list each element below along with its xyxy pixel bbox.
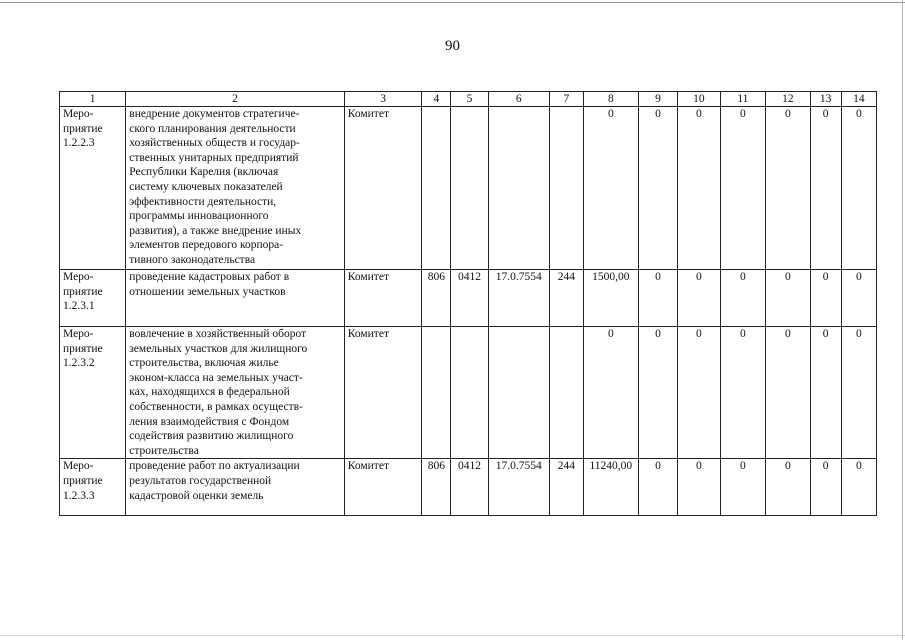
cell-col-14: 0 <box>841 327 876 459</box>
column-header: 8 <box>583 92 638 107</box>
cell-col-7: 244 <box>549 459 583 516</box>
cell-col-4: 806 <box>422 270 451 327</box>
column-header: 7 <box>549 92 583 107</box>
cell-col-6 <box>488 107 549 270</box>
column-header: 11 <box>720 92 766 107</box>
cell-col-11: 0 <box>720 327 766 459</box>
cell-col-9: 0 <box>638 107 677 270</box>
cell-col-12: 0 <box>766 107 811 270</box>
executor-cell: Комитет <box>344 107 422 270</box>
column-header: 9 <box>638 92 677 107</box>
cell-col-12: 0 <box>766 270 811 327</box>
measure-name-cell: Меро- приятие 1.2.3.1 <box>60 270 126 327</box>
measure-name-cell: Меро- приятие 1.2.2.3 <box>60 107 126 270</box>
cell-col-14: 0 <box>841 459 876 516</box>
cell-col-14: 0 <box>841 107 876 270</box>
cell-col-11: 0 <box>720 107 766 270</box>
page-number: 90 <box>445 38 460 54</box>
cell-col-5 <box>451 107 488 270</box>
cell-col-12: 0 <box>766 459 811 516</box>
cell-col-12: 0 <box>766 327 811 459</box>
cell-col-9: 0 <box>638 270 677 327</box>
column-header: 1 <box>60 92 126 107</box>
cell-col-6: 17.0.7554 <box>488 270 549 327</box>
scan-edge-right <box>902 0 903 640</box>
cell-col-7 <box>549 327 583 459</box>
measure-description-cell: проведение работ по актуализации результатов государственной кадастровой оценки земель <box>126 459 344 516</box>
column-header: 6 <box>488 92 549 107</box>
cell-col-10: 0 <box>678 327 720 459</box>
column-header: 13 <box>810 92 841 107</box>
cell-col-5: 0412 <box>451 459 488 516</box>
column-header: 10 <box>678 92 720 107</box>
cell-col-4: 806 <box>422 459 451 516</box>
column-header: 12 <box>766 92 811 107</box>
cell-col-9: 0 <box>638 327 677 459</box>
executor-cell: Комитет <box>344 270 422 327</box>
table-header-row <box>60 92 877 107</box>
table-row <box>60 107 877 270</box>
cell-col-7 <box>549 107 583 270</box>
cell-col-13: 0 <box>810 459 841 516</box>
cell-col-6 <box>488 327 549 459</box>
cell-col-13: 0 <box>810 270 841 327</box>
cell-col-5: 0412 <box>451 270 488 327</box>
measure-description-cell: проведение кадастровых работ в отношении земельных участков <box>126 270 344 327</box>
column-header: 3 <box>344 92 422 107</box>
cell-col-13: 0 <box>810 107 841 270</box>
cell-col-4 <box>422 107 451 270</box>
column-header: 2 <box>126 92 344 107</box>
measure-description-cell: вовлечение в хозяйственный оборот земельных участков для жилищного строительства, включая жилье эконом-класса на земельных участ- ках, находящихся в федеральной собственности, в рамках осуществ- ления взаимодействия с Фондом содействия развитию жилищного строительства <box>126 327 344 459</box>
table-row <box>60 459 877 516</box>
cell-col-8: 1500,00 <box>583 270 638 327</box>
column-header: 5 <box>451 92 488 107</box>
scan-edge-top <box>0 2 905 3</box>
cell-col-11: 0 <box>720 459 766 516</box>
cell-col-10: 0 <box>678 459 720 516</box>
measure-description-cell: внедрение документов стратегиче- ского планирования деятельности хозяйственных обществ и государ- ственных унитарных предприятий Республики Карелия (включая систему ключевых показателей эффективности деятельности, программы инновационного развития), а также внедрение иных элементов передового корпора- тивного законодательства <box>126 107 344 270</box>
cell-col-4 <box>422 327 451 459</box>
cell-col-5 <box>451 327 488 459</box>
cell-col-13: 0 <box>810 327 841 459</box>
column-header: 14 <box>841 92 876 107</box>
cell-col-7: 244 <box>549 270 583 327</box>
scan-edge-bottom <box>0 635 905 636</box>
cell-col-9: 0 <box>638 459 677 516</box>
cell-col-6: 17.0.7554 <box>488 459 549 516</box>
cell-col-8: 0 <box>583 107 638 270</box>
cell-col-11: 0 <box>720 270 766 327</box>
executor-cell: Комитет <box>344 327 422 459</box>
table-row <box>60 327 877 459</box>
column-header: 4 <box>422 92 451 107</box>
cell-col-14: 0 <box>841 270 876 327</box>
measure-name-cell: Меро- приятие 1.2.3.3 <box>60 459 126 516</box>
cell-col-10: 0 <box>678 270 720 327</box>
cell-col-8: 0 <box>583 327 638 459</box>
budget-table <box>59 91 877 516</box>
executor-cell: Комитет <box>344 459 422 516</box>
table-row <box>60 270 877 327</box>
measure-name-cell: Меро- приятие 1.2.3.2 <box>60 327 126 459</box>
cell-col-10: 0 <box>678 107 720 270</box>
cell-col-8: 11240,00 <box>583 459 638 516</box>
